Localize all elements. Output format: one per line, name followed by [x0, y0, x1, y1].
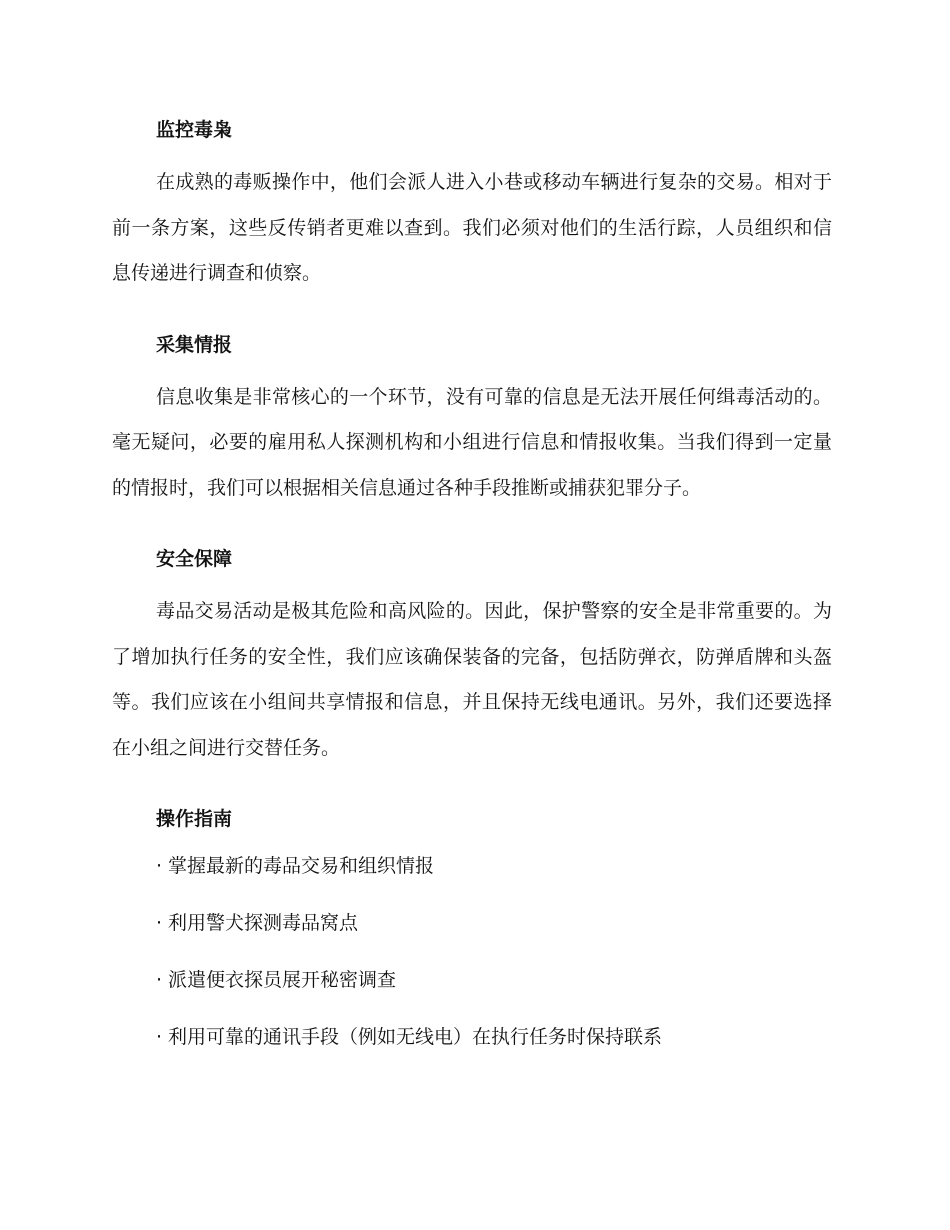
guide-bullet-list [112, 851, 832, 1052]
bullet-marker: · [156, 969, 163, 991]
section-heading-monitor: 监控毒枭 [156, 119, 233, 141]
bullet-text: 利用警犬探测毒品窝点 [168, 912, 359, 934]
bullet-marker: · [156, 855, 163, 877]
list-item [156, 851, 832, 881]
section-heading-intelligence: 采集情报 [156, 333, 233, 356]
section-heading-safety: 安全保障 [156, 548, 233, 570]
bullet-text: 利用可靠的通讯手段（例如无线电）在执行任务时保持联系 [168, 1026, 663, 1048]
bullet-marker: · [156, 912, 163, 934]
section-paragraph-monitor: 在成熟的毒贩操作中，他们会派人进入小巷或移动车辆进行复杂的交易。相对于前一条方案，这些反传销者更难以查到。我们必须对他们的生活行踪，人员组织和信息传递进行调查和侦察。 [112, 171, 832, 284]
list-item [156, 908, 832, 938]
section-heading-guide: 操作指南 [156, 808, 233, 830]
list-item [156, 965, 832, 995]
section-paragraph-intelligence: 信息收集是非常核心的一个环节，没有可靠的信息是无法开展任何缉毒活动的。毫无疑问，必要的雇用私人探测机构和小组进行信息和情报收集。当我们得到一定量的情报时，我们可以根据相关信息通过各种手段推断或捕获犯罪分子。 [112, 385, 832, 499]
bullet-text: 掌握最新的毒品交易和组织情报 [168, 855, 435, 877]
section-paragraph-safety: 毒品交易活动是极其危险和高风险的。因此，保护警察的安全是非常重要的。为了增加执行任务的安全性，我们应该确保装备的完备，包括防弹衣，防弹盾牌和头盔等。我们应该在小组间共享情报和信息，并且保持无线电通讯。另外，我们还要选择在小组之间进行交替任务。 [112, 600, 832, 759]
bullet-text: 派遣便衣探员展开秘密调查 [168, 969, 397, 991]
bullet-marker: · [156, 1026, 163, 1048]
list-item [156, 1022, 832, 1052]
document-content [112, 110, 832, 1079]
